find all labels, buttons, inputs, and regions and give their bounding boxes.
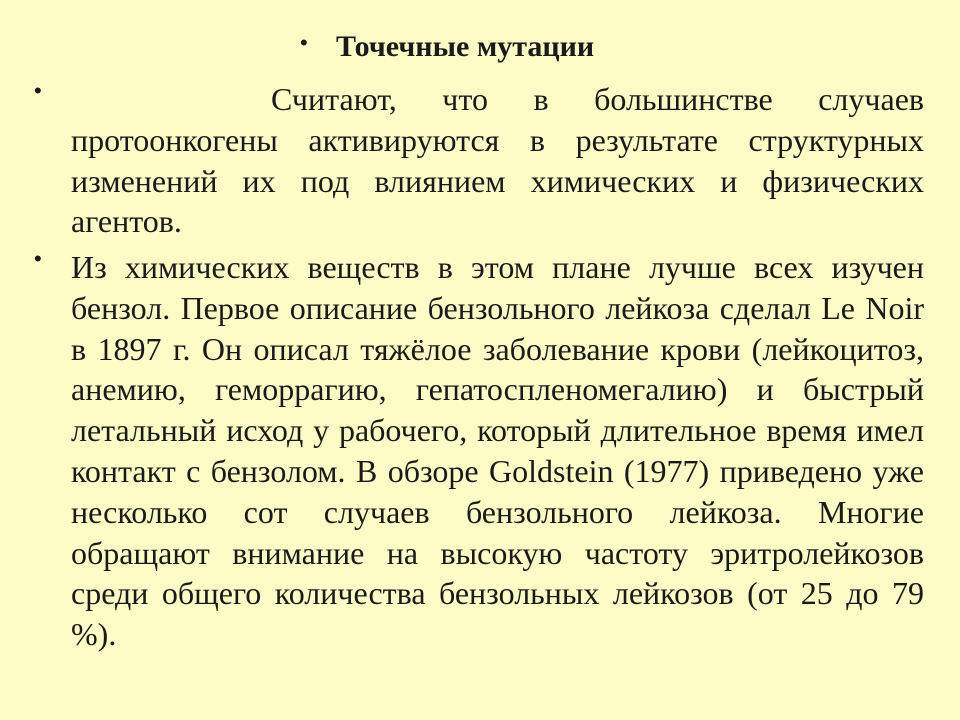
slide-title: Точечные мутации xyxy=(336,30,595,63)
title-bullet-icon: • xyxy=(300,30,308,55)
paragraph-1: Считают, что в большинстве случаев протоонкогены активируются в результате структурных изменений их под влиянием химических и физических агентов. xyxy=(71,81,924,240)
bullet-icon-1: • xyxy=(34,78,42,103)
bullet-icon-2: • xyxy=(34,246,42,271)
slide-title-row xyxy=(300,30,594,64)
paragraph-2: Из химических веществ в этом плане лучше всех изучен бензол. Первое описание бензольного лейкоза сделал Le Noir в 1897 г. Он описал тяжёлое заболевание крови (лейкоцитоз, анемию, геморрагию, гепатоспленомегалию) и быстрый летальный исход у рабочего, который длительное время имел контакт с бензолом. В обзоре Goldstein (1977) приведено уже несколько сот случаев бензольного лейкоза. Многие обращают внимание на высокую частоту эритролейкозов среди общего количества бензольных лейкозов (от 25 до 79 %). xyxy=(71,249,924,653)
